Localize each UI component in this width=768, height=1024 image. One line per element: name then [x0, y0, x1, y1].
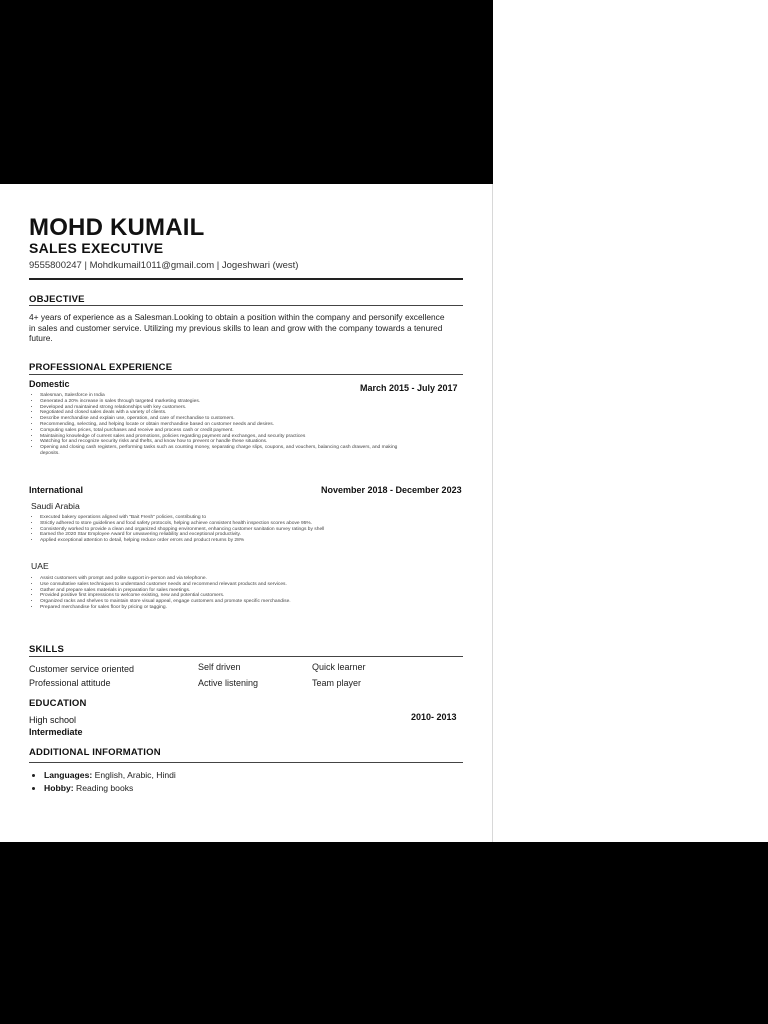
hobby-item: [44, 782, 176, 795]
experience-divider: [29, 374, 463, 375]
domestic-dates: March 2015 - July 2017: [360, 383, 458, 393]
list-item: • Consistently worked to provide a clean and organized shopping environment, enhancing customer sanitation survey ratings by shell: [40, 527, 400, 533]
job-title: SALES EXECUTIVE: [29, 240, 164, 256]
skills-divider: [29, 656, 463, 657]
education-years: 2010- 2013: [411, 712, 457, 722]
list-item: • Watching for and recognize security risks and thefts, and know how to prevent or handle these situations.: [40, 439, 400, 445]
languages-label: Languages:: [44, 770, 93, 780]
saudi-bullets: [31, 515, 400, 544]
skills-heading: SKILLS: [29, 644, 64, 655]
list-item: • Strictly adhered to store guidelines and food safety protocols, helping achieve consistent health inspection scores above 95%.: [40, 521, 400, 527]
candidate-name: MOHD KUMAIL: [29, 214, 205, 241]
international-dates: November 2018 - December 2023: [321, 485, 462, 495]
uae-label: UAE: [31, 561, 49, 571]
resume-page: [0, 184, 493, 842]
list-item: • Negotiated and closed sales deals with a variety of clients.: [40, 410, 400, 416]
languages-value: English, Arabic, Hindi: [94, 770, 176, 780]
additional-divider: [29, 762, 463, 763]
list-item: • Organized racks and shelves to maintain store visual appeal, engage customers and promote specific merchandise.: [40, 599, 410, 605]
objective-heading: OBJECTIVE: [29, 294, 85, 305]
hobby-value: Reading books: [76, 783, 134, 793]
list-item: • Maintaining knowledge of current sales and promotions, policies regarding payment and exchanges, and security practices: [40, 434, 400, 440]
skill-item: Customer service oriented: [29, 664, 135, 674]
education-level: Intermediate: [29, 727, 83, 737]
list-item: • Earned the 2020 Star Employee Award for unwavering reliability and exceptional productivity.: [40, 532, 400, 538]
list-item: • Prepared merchandise for sales floor by pricing or tagging.: [40, 605, 410, 611]
languages-item: [44, 769, 176, 782]
list-item: • Describe merchandise and explain use, operation, and care of merchandise to customers.: [40, 416, 400, 422]
list-item: • Assist customers with prompt and polite support in-person and via telephone.: [40, 576, 410, 582]
experience-heading: PROFESSIONAL EXPERIENCE: [29, 362, 173, 373]
list-item: • Provided positive first impressions to welcome existing, new and potential customers.: [40, 593, 410, 599]
list-item: • Use consultative sales techniques to understand customer needs and recommend relevant products and services.: [40, 582, 410, 588]
header-divider: [29, 278, 463, 280]
list-item: • Salesman, Salesforce in India: [40, 393, 400, 399]
education-heading: EDUCATION: [29, 698, 87, 709]
additional-heading: ADDITIONAL INFORMATION: [29, 747, 161, 758]
contact-line: 9555800247 | Mohdkumail1011@gmail.com | Jogeshwari (west): [29, 260, 299, 271]
objective-text: 4+ years of experience as a Salesman.Looking to obtain a position within the company and personify excellence in sales and customer service. Utilizing my previous skills to lean and grow with the company towards a tenured future.: [29, 312, 445, 343]
skill-item: Self driven: [198, 662, 241, 672]
list-item: • Applied exceptional attention to detail, helping reduce order errors and product returns by 28%: [40, 538, 400, 544]
domestic-bullets: [31, 393, 400, 457]
list-item: • Computing sales prices, total purchases and receive and process cash or credit payment.: [40, 428, 400, 434]
list-item: • Gather and prepare sales materials in preparation for sales meetings.: [40, 588, 410, 594]
international-label: International: [29, 485, 84, 495]
list-item: • Developed and maintained strong relationships with key customers.: [40, 405, 400, 411]
top-black-bar: [0, 0, 493, 184]
additional-list: [31, 769, 176, 795]
skill-item: Team player: [312, 678, 362, 688]
list-item: • Executed bakery operations aligned with "Bait Fresh" policies, contributing to: [40, 515, 400, 521]
education-school: High school: [29, 715, 77, 725]
uae-bullets: [31, 576, 410, 611]
skill-item: Active listening: [198, 678, 259, 688]
list-item: • Generated a 20% increase in sales through targeted marketing strategies.: [40, 399, 400, 405]
skill-item: Quick learner: [312, 662, 366, 672]
bottom-black-bar: [0, 842, 768, 1024]
objective-divider: [29, 305, 463, 306]
domestic-label: Domestic: [29, 379, 70, 389]
skill-item: Professional attitude: [29, 678, 111, 688]
saudi-label: Saudi Arabia: [31, 501, 80, 511]
list-item: • Recommending, selecting, and helping locate or obtain merchandise based on customer needs and desires.: [40, 422, 400, 428]
hobby-label: Hobby:: [44, 783, 74, 793]
list-item: • Opening and closing cash registers, performing tasks such as counting money, separating charge slips, coupons, and vouchers, balancing cash drawers, and making deposits.: [40, 445, 400, 457]
